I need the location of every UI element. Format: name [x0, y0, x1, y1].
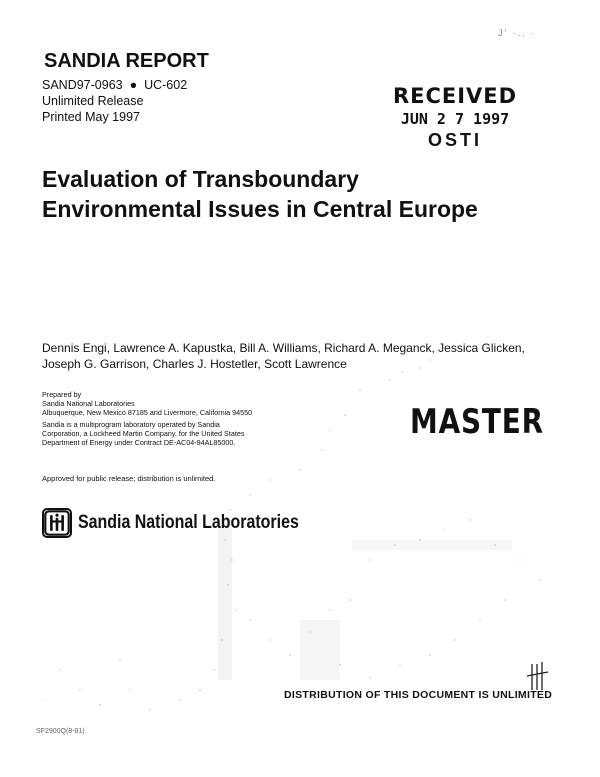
received-stamp: [390, 84, 520, 151]
preparation-notice: [42, 390, 342, 450]
document-title: [42, 164, 478, 224]
print-date: Printed May 1997: [42, 110, 140, 124]
prepared-address: Albuquerque, New Mexico 87185 and Livermore, California 94550: [42, 408, 253, 417]
distribution-statement: DISTRIBUTION OF THIS DOCUMENT IS UNLIMITED: [284, 689, 553, 701]
author-list: [42, 340, 582, 372]
report-number: SAND97-0963 ● UC-602: [42, 78, 188, 92]
operator-statement: Sandia is a multiprogram laboratory operated by Sandia Corporation, a Lockheed Martin Company, for the United States Department of Energy under Contract DE-AC04-94AL85000.: [42, 420, 245, 447]
report-metadata: [42, 77, 187, 125]
approval-statement: Approved for public release; distribution is unlimited.: [42, 474, 216, 483]
prepared-by-label: Prepared by: [42, 390, 82, 399]
master-stamp: MASTER: [410, 402, 544, 442]
corner-mark: J' ·.. ·: [498, 28, 537, 38]
sandia-logo: [42, 508, 341, 538]
prepared-org: Sandia National Laboratories: [42, 399, 135, 408]
report-type-label: SANDIA REPORT: [44, 50, 209, 72]
release-status: Unlimited Release: [42, 94, 144, 108]
authors-line-2: Joseph G. Garrison, Charles J. Hostetler, Scott Lawrence: [42, 357, 347, 371]
stamp-osti: OSTI: [427, 130, 482, 150]
bullet-separator: ●: [126, 78, 141, 92]
sandia-thunderbird-icon: [42, 508, 72, 538]
stamp-date: JUN 2 7 1997: [400, 110, 510, 128]
authors-line-1: Dennis Engi, Lawrence A. Kapustka, Bill A. Williams, Richard A. Meganck, Jessica Glicken,: [42, 341, 525, 355]
title-line-2: Environmental Issues in Central Europe: [42, 196, 478, 222]
footer-code: SF2900Q(8-81): [36, 728, 85, 735]
sandia-logo-text: Sandia National Laboratories: [78, 512, 299, 533]
prepared-by-block: [42, 390, 342, 417]
handwritten-tally-mark: [527, 662, 548, 690]
stamp-received-text: RECEIVED: [392, 84, 518, 108]
title-line-1: Evaluation of Transboundary: [42, 166, 359, 192]
